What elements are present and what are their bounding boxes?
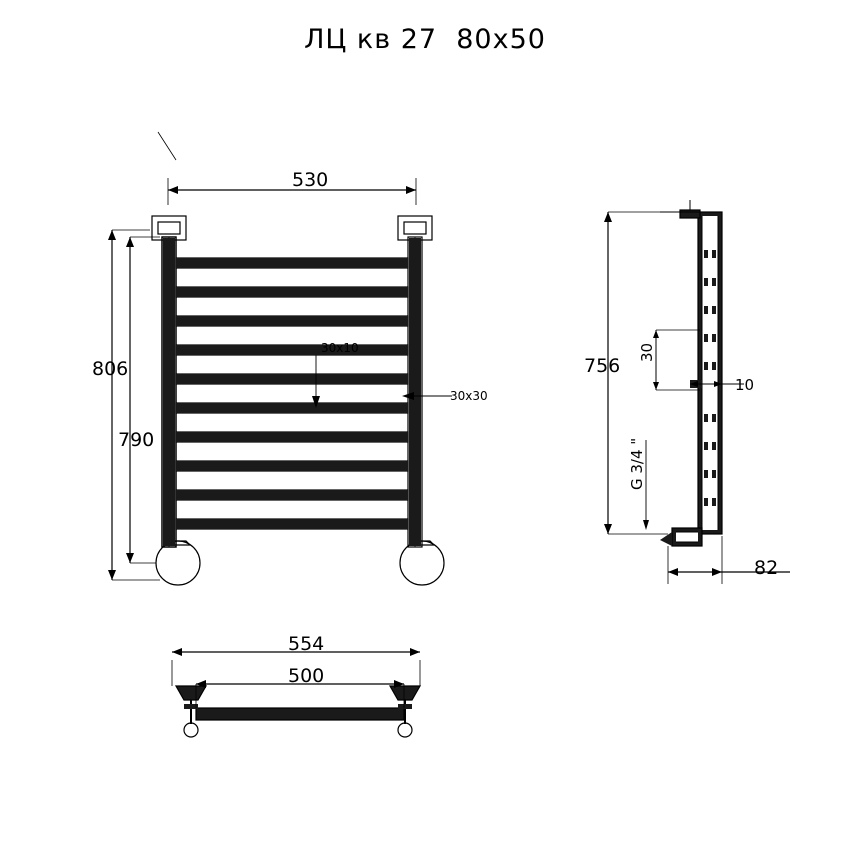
- dim-top-width-outer: 554: [288, 633, 325, 655]
- side-view: [604, 200, 790, 584]
- dim-front-height-outer: 806: [92, 358, 129, 380]
- dim-tube-small: 30х10: [321, 341, 359, 355]
- front-view: [108, 132, 452, 585]
- dim-side-tube-depth: 30: [638, 342, 656, 362]
- dim-front-width: 530: [292, 169, 329, 191]
- dim-tube-large: 30х30: [450, 389, 488, 403]
- dim-side-height: 756: [584, 355, 621, 377]
- dim-thread: G 3/4 ": [628, 437, 646, 490]
- dim-side-depth: 82: [754, 557, 779, 579]
- dim-side-tube-thickness: 10: [735, 376, 755, 394]
- page-title: ЛЦ кв 27 80х50: [304, 24, 546, 55]
- dim-front-height-inner: 790: [118, 429, 155, 451]
- top-view: [172, 648, 420, 737]
- dim-top-width-inner: 500: [288, 665, 325, 687]
